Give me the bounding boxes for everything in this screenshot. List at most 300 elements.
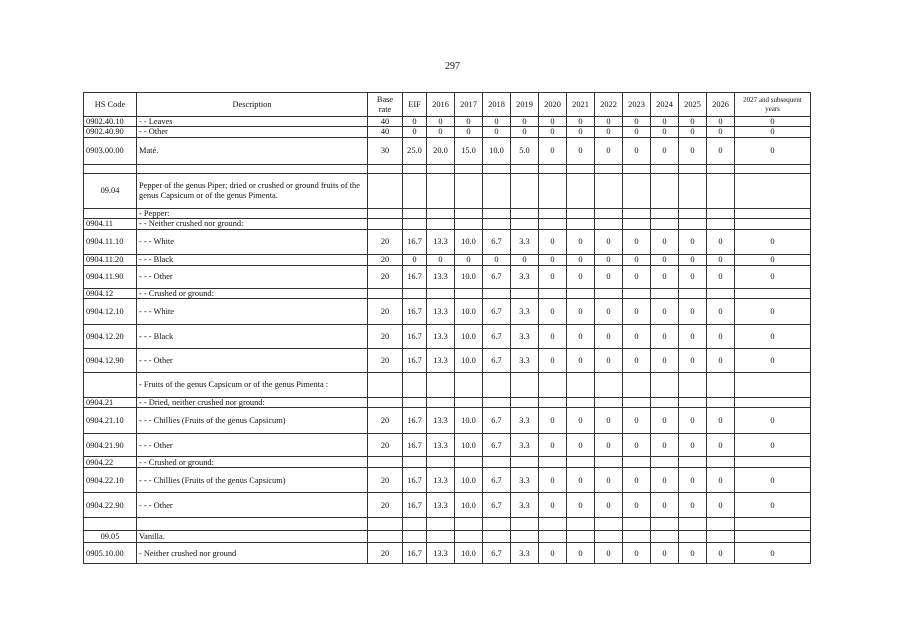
rate-cell	[427, 164, 455, 173]
rate-cell	[651, 219, 679, 229]
hs-code-cell	[84, 164, 137, 173]
rate-cell: 0	[427, 127, 455, 137]
rate-cell	[483, 288, 511, 298]
rate-cell	[567, 457, 595, 468]
rate-cell	[623, 164, 651, 173]
rate-cell: 0	[651, 127, 679, 137]
rate-cell	[511, 288, 539, 298]
rate-cell: 10.0	[455, 229, 483, 254]
rate-cell: 0	[651, 265, 679, 288]
table-row	[84, 493, 811, 518]
rate-cell: 0	[455, 117, 483, 127]
rate-cell: 0	[623, 349, 651, 373]
rate-cell	[735, 373, 811, 398]
description-cell: - - - Black	[137, 254, 368, 265]
rate-cell	[651, 518, 679, 531]
col-header-2017: 2017	[455, 93, 483, 117]
tariff-rows	[84, 117, 811, 564]
rate-cell: 3.3	[511, 349, 539, 373]
rate-cell	[567, 219, 595, 229]
rate-cell: 0	[567, 127, 595, 137]
hs-code-cell: 0904.21	[84, 398, 137, 408]
rate-cell: 0	[623, 408, 651, 434]
rate-cell	[707, 164, 735, 173]
rate-cell	[403, 219, 427, 229]
rate-cell	[567, 288, 595, 298]
rate-cell	[511, 398, 539, 408]
page-number: 297	[445, 61, 460, 72]
rate-cell: 0	[735, 254, 811, 265]
rate-cell	[403, 373, 427, 398]
rate-cell	[403, 531, 427, 543]
table-row	[84, 127, 811, 137]
rate-cell: 0	[623, 265, 651, 288]
table-row	[84, 531, 811, 543]
rate-cell: 0	[595, 254, 623, 265]
rate-cell: 3.3	[511, 265, 539, 288]
rate-cell	[483, 398, 511, 408]
rate-cell	[539, 531, 567, 543]
rate-cell: 0	[679, 493, 707, 518]
rate-cell	[595, 373, 623, 398]
base-rate-cell: 20	[368, 468, 403, 493]
rate-cell: 0	[623, 137, 651, 164]
rate-cell: 0	[539, 299, 567, 325]
description-cell: - - - Black	[137, 325, 368, 349]
rate-cell: 0	[679, 127, 707, 137]
rate-cell: 13.3	[427, 349, 455, 373]
table-row	[84, 408, 811, 434]
rate-cell: 3.3	[511, 543, 539, 564]
description-cell	[137, 164, 368, 173]
base-rate-cell	[368, 219, 403, 229]
rate-cell: 0	[427, 254, 455, 265]
rate-cell: 10.0	[455, 265, 483, 288]
rate-cell: 0	[567, 493, 595, 518]
rate-cell	[735, 173, 811, 208]
rate-cell	[651, 288, 679, 298]
table-row	[84, 457, 811, 468]
description-cell: - - - White	[137, 299, 368, 325]
rate-cell	[427, 219, 455, 229]
hs-code-cell: 0904.11.10	[84, 229, 137, 254]
table-row	[84, 219, 811, 229]
table-row	[84, 434, 811, 457]
rate-cell: 13.3	[427, 468, 455, 493]
base-rate-cell	[368, 373, 403, 398]
base-rate-cell: 20	[368, 493, 403, 518]
rate-cell: 0	[567, 229, 595, 254]
base-rate-cell: 40	[368, 127, 403, 137]
rate-cell	[651, 164, 679, 173]
rate-cell: 0	[623, 127, 651, 137]
rate-cell: 6.7	[483, 265, 511, 288]
rate-cell: 0	[567, 265, 595, 288]
rate-cell	[623, 398, 651, 408]
table-row	[84, 518, 811, 531]
table-row	[84, 254, 811, 265]
base-rate-cell: 20	[368, 254, 403, 265]
base-rate-cell	[368, 398, 403, 408]
rate-cell: 0	[651, 408, 679, 434]
rate-cell: 0	[735, 229, 811, 254]
rate-cell	[707, 173, 735, 208]
rate-cell: 10.0	[455, 434, 483, 457]
rate-cell: 10.0	[455, 299, 483, 325]
rate-cell	[651, 531, 679, 543]
table-row	[84, 164, 811, 173]
rate-cell	[511, 373, 539, 398]
hs-code-cell	[84, 373, 137, 398]
rate-cell	[735, 288, 811, 298]
rate-cell: 16.7	[403, 349, 427, 373]
rate-cell	[735, 164, 811, 173]
rate-cell	[427, 518, 455, 531]
rate-cell: 0	[707, 127, 735, 137]
rate-cell	[623, 373, 651, 398]
col-header-2026: 2026	[707, 93, 735, 117]
rate-cell: 16.7	[403, 468, 427, 493]
table-row	[84, 468, 811, 493]
rate-cell	[511, 457, 539, 468]
table-row	[84, 398, 811, 408]
rate-cell	[427, 531, 455, 543]
rate-cell	[651, 457, 679, 468]
rate-cell: 0	[707, 229, 735, 254]
rate-cell	[455, 457, 483, 468]
description-cell: Pepper of the genus Piper; dried or crushed or ground fruits of the genus Capsicum or of the genus Pimenta.	[137, 173, 368, 208]
rate-cell: 0	[595, 229, 623, 254]
rate-cell: 0	[707, 468, 735, 493]
rate-cell: 10.0	[455, 493, 483, 518]
rate-cell: 0	[539, 229, 567, 254]
rate-cell	[511, 518, 539, 531]
rate-cell: 0	[427, 117, 455, 127]
rate-cell	[539, 208, 567, 218]
rate-cell	[455, 173, 483, 208]
rate-cell: 0	[595, 299, 623, 325]
rate-cell	[679, 398, 707, 408]
table-row	[84, 173, 811, 208]
rate-cell: 3.3	[511, 229, 539, 254]
rate-cell	[679, 164, 707, 173]
rate-cell	[455, 398, 483, 408]
rate-cell	[651, 373, 679, 398]
rate-cell: 10.0	[455, 543, 483, 564]
table-row	[84, 229, 811, 254]
rate-cell	[511, 173, 539, 208]
rate-cell: 0	[539, 127, 567, 137]
rate-cell	[455, 219, 483, 229]
base-rate-cell: 20	[368, 434, 403, 457]
rate-cell	[595, 398, 623, 408]
rate-cell	[679, 208, 707, 218]
rate-cell: 0	[651, 137, 679, 164]
rate-cell: 3.3	[511, 299, 539, 325]
base-rate-cell	[368, 173, 403, 208]
rate-cell	[595, 457, 623, 468]
rate-cell: 0	[595, 468, 623, 493]
base-rate-cell: 20	[368, 325, 403, 349]
rate-cell	[539, 173, 567, 208]
rate-cell: 0	[735, 468, 811, 493]
rate-cell: 0	[735, 265, 811, 288]
rate-cell	[403, 164, 427, 173]
rate-cell: 0	[707, 117, 735, 127]
rate-cell	[679, 518, 707, 531]
col-header-2021: 2021	[567, 93, 595, 117]
rate-cell: 0	[595, 117, 623, 127]
rate-cell	[595, 288, 623, 298]
rate-cell	[679, 173, 707, 208]
rate-cell	[511, 208, 539, 218]
rate-cell: 0	[539, 468, 567, 493]
rate-cell	[623, 518, 651, 531]
rate-cell: 0	[567, 468, 595, 493]
base-rate-cell	[368, 457, 403, 468]
header-row	[84, 93, 811, 117]
rate-cell: 0	[539, 254, 567, 265]
rate-cell: 0	[679, 349, 707, 373]
base-rate-cell: 20	[368, 265, 403, 288]
rate-cell	[403, 398, 427, 408]
rate-cell	[735, 219, 811, 229]
base-rate-cell	[368, 288, 403, 298]
rate-cell: 25.0	[403, 137, 427, 164]
rate-cell: 16.7	[403, 325, 427, 349]
rate-cell: 16.7	[403, 299, 427, 325]
rate-cell: 5.0	[511, 137, 539, 164]
hs-code-cell: 0905.10.00	[84, 543, 137, 564]
rate-cell: 6.7	[483, 543, 511, 564]
rate-cell: 0	[567, 117, 595, 127]
rate-cell: 0	[651, 254, 679, 265]
rate-cell	[567, 531, 595, 543]
rate-cell: 0	[651, 299, 679, 325]
rate-cell: 0	[679, 117, 707, 127]
hs-code-cell: 0904.12.90	[84, 349, 137, 373]
rate-cell: 0	[651, 117, 679, 127]
rate-cell: 0	[539, 117, 567, 127]
rate-cell: 0	[679, 468, 707, 493]
rate-cell: 0	[679, 137, 707, 164]
table-row	[84, 543, 811, 564]
rate-cell: 0	[623, 254, 651, 265]
rate-cell: 10.0	[455, 349, 483, 373]
rate-cell: 0	[595, 265, 623, 288]
rate-cell: 10.0	[455, 325, 483, 349]
rate-cell	[595, 173, 623, 208]
rate-cell: 0	[679, 325, 707, 349]
rate-cell	[539, 373, 567, 398]
rate-cell: 0	[403, 254, 427, 265]
rate-cell: 3.3	[511, 493, 539, 518]
rate-cell: 0	[539, 434, 567, 457]
hs-code-cell: 09.04	[84, 173, 137, 208]
base-rate-cell: 20	[368, 543, 403, 564]
rate-cell: 6.7	[483, 408, 511, 434]
rate-cell	[595, 208, 623, 218]
rate-cell	[567, 164, 595, 173]
rate-cell: 0	[735, 117, 811, 127]
hs-code-cell: 0904.21.10	[84, 408, 137, 434]
rate-cell: 0	[735, 127, 811, 137]
rate-cell: 0	[707, 543, 735, 564]
rate-cell: 0	[403, 117, 427, 127]
hs-code-cell: 0904.22.10	[84, 468, 137, 493]
description-cell: - - - Other	[137, 265, 368, 288]
rate-cell	[539, 164, 567, 173]
rate-cell: 0	[623, 434, 651, 457]
rate-cell: 13.3	[427, 434, 455, 457]
rate-cell: 0	[595, 408, 623, 434]
description-cell: - - - White	[137, 229, 368, 254]
table-row	[84, 117, 811, 127]
rate-cell: 0	[567, 254, 595, 265]
rate-cell: 0	[707, 299, 735, 325]
rate-cell: 0	[567, 299, 595, 325]
rate-cell: 0	[595, 127, 623, 137]
rate-cell	[707, 219, 735, 229]
hs-code-cell: 0904.21.90	[84, 434, 137, 457]
rate-cell: 0	[623, 229, 651, 254]
rate-cell	[539, 219, 567, 229]
rate-cell: 0	[651, 325, 679, 349]
base-rate-cell: 40	[368, 117, 403, 127]
rate-cell: 15.0	[455, 137, 483, 164]
rate-cell: 0	[567, 408, 595, 434]
rate-cell: 10.0	[455, 408, 483, 434]
description-cell: - - - Chillies (Fruits of the genus Capsicum)	[137, 468, 368, 493]
rate-cell	[679, 457, 707, 468]
rate-cell: 0	[595, 434, 623, 457]
rate-cell: 6.7	[483, 434, 511, 457]
base-rate-cell	[368, 164, 403, 173]
col-header-2019: 2019	[511, 93, 539, 117]
base-rate-cell	[368, 518, 403, 531]
rate-cell: 16.7	[403, 543, 427, 564]
rate-cell	[483, 219, 511, 229]
rate-cell	[455, 208, 483, 218]
rate-cell: 13.3	[427, 229, 455, 254]
rate-cell	[483, 531, 511, 543]
table-row	[84, 325, 811, 349]
rate-cell	[483, 518, 511, 531]
col-header-2023: 2023	[623, 93, 651, 117]
description-cell: - - Dried, neither crushed nor ground:	[137, 398, 368, 408]
rate-cell	[539, 457, 567, 468]
rate-cell: 0	[735, 299, 811, 325]
rate-cell: 0	[735, 434, 811, 457]
hs-code-cell: 0904.11.20	[84, 254, 137, 265]
rate-cell: 0	[539, 325, 567, 349]
rate-cell: 0	[735, 493, 811, 518]
rate-cell	[651, 208, 679, 218]
rate-cell	[483, 208, 511, 218]
hs-code-cell: 0903.00.00	[84, 137, 137, 164]
rate-cell: 0	[679, 299, 707, 325]
hs-code-cell: 0904.12.10	[84, 299, 137, 325]
rate-cell: 0	[735, 543, 811, 564]
rate-cell: 13.3	[427, 543, 455, 564]
rate-cell	[679, 531, 707, 543]
rate-cell	[567, 398, 595, 408]
table-row	[84, 349, 811, 373]
rate-cell: 0	[539, 137, 567, 164]
col-header-2024: 2024	[651, 93, 679, 117]
rate-cell	[567, 373, 595, 398]
rate-cell: 13.3	[427, 408, 455, 434]
description-cell: - Neither crushed nor ground	[137, 543, 368, 564]
rate-cell: 0	[539, 543, 567, 564]
rate-cell: 0	[707, 434, 735, 457]
rate-cell: 0	[403, 127, 427, 137]
description-cell: - - Leaves	[137, 117, 368, 127]
table-row	[84, 265, 811, 288]
rate-cell: 0	[679, 229, 707, 254]
rate-cell: 13.3	[427, 493, 455, 518]
table-row	[84, 299, 811, 325]
rate-cell	[511, 164, 539, 173]
rate-cell: 16.7	[403, 229, 427, 254]
rate-cell	[595, 219, 623, 229]
rate-cell	[483, 173, 511, 208]
rate-cell: 6.7	[483, 299, 511, 325]
rate-cell: 0	[455, 127, 483, 137]
rate-cell: 0	[623, 299, 651, 325]
rate-cell: 0	[623, 543, 651, 564]
description-cell: - - Crushed or ground:	[137, 288, 368, 298]
rate-cell	[707, 288, 735, 298]
rate-cell: 0	[623, 117, 651, 127]
rate-cell: 0	[483, 117, 511, 127]
rate-cell	[403, 518, 427, 531]
description-cell: - - - Other	[137, 434, 368, 457]
rate-cell: 0	[539, 349, 567, 373]
rate-cell: 0	[679, 408, 707, 434]
rate-cell: 0	[735, 325, 811, 349]
rate-cell: 0	[623, 468, 651, 493]
rate-cell	[455, 164, 483, 173]
col-header-2018: 2018	[483, 93, 511, 117]
rate-cell: 20.0	[427, 137, 455, 164]
col-header-2027-and-subsequent: 2027 and subsequent years	[735, 93, 811, 117]
rate-cell	[427, 173, 455, 208]
col-header-base-rate: Base rate	[368, 93, 403, 117]
hs-code-cell: 0904.12.20	[84, 325, 137, 349]
rate-cell	[623, 531, 651, 543]
rate-cell: 3.3	[511, 434, 539, 457]
rate-cell	[735, 531, 811, 543]
hs-code-cell: 0902.40.90	[84, 127, 137, 137]
description-cell: Maté.	[137, 137, 368, 164]
hs-code-cell: 09.05	[84, 531, 137, 543]
rate-cell: 0	[511, 127, 539, 137]
rate-cell: 0	[567, 325, 595, 349]
col-header-2025: 2025	[679, 93, 707, 117]
rate-cell	[735, 208, 811, 218]
col-header-hs-code: HS Code	[84, 93, 137, 117]
rate-cell: 0	[595, 137, 623, 164]
rate-cell: 0	[707, 325, 735, 349]
rate-cell: 0	[679, 543, 707, 564]
hs-code-cell: 0904.11	[84, 219, 137, 229]
rate-cell: 0	[707, 349, 735, 373]
table-row	[84, 373, 811, 398]
hs-code-cell	[84, 208, 137, 218]
rate-cell: 0	[539, 265, 567, 288]
rate-cell	[427, 288, 455, 298]
